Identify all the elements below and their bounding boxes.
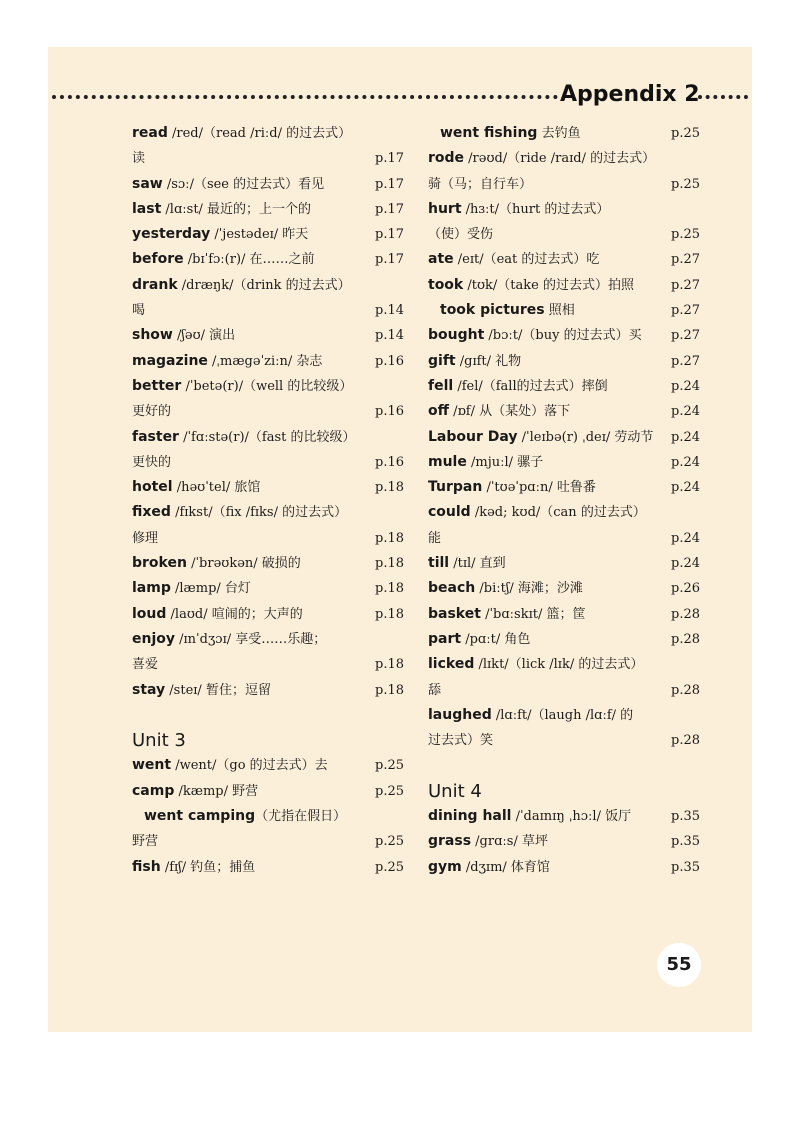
pronunciation-and-meaning: /ˈfɑːstə(r)/（fast 的比较级） — [178, 429, 356, 445]
pronunciation-and-meaning: /fel/（fall的过去式）摔倒 — [453, 378, 608, 394]
vocab-entry — [428, 146, 700, 171]
vocab-entry — [428, 298, 700, 323]
page-reference: p.28 — [671, 733, 700, 749]
headword: enjoy — [132, 630, 176, 647]
pronunciation-and-meaning: /bɔːt/（buy 的过去式）买 — [484, 328, 642, 344]
headword: off — [428, 403, 449, 420]
page-reference: p.18 — [375, 657, 404, 673]
page-reference: p.18 — [375, 556, 404, 572]
page-reference: p.27 — [671, 252, 700, 268]
pronunciation-and-meaning: /sɔː/（see 的过去式）看见 — [162, 176, 325, 192]
entry-text — [132, 602, 303, 627]
vocab-entry — [132, 551, 404, 576]
page-reference: p.18 — [375, 480, 404, 496]
headword: Turpan — [428, 479, 483, 496]
page-reference: p.17 — [375, 252, 404, 268]
entry-text — [132, 121, 351, 146]
pronunciation-and-meaning: /bɪˈfɔː(r)/ 在……之前 — [183, 252, 315, 268]
entry-text — [428, 399, 570, 424]
entry-text — [428, 602, 586, 627]
page-reference: p.18 — [375, 606, 404, 622]
pronunciation-and-meaning: /steɪ/ 暂住；逗留 — [165, 682, 271, 698]
vocab-entry — [132, 247, 404, 272]
pronunciation-and-meaning: /læmp/ 台灯 — [170, 581, 251, 597]
pronunciation-and-meaning: （尤指在假日） — [255, 809, 347, 825]
pronunciation-and-meaning: /went/（go 的过去式）去 — [171, 758, 328, 774]
headword: broken — [132, 555, 187, 572]
page-reference: p.25 — [671, 227, 700, 243]
vocab-entry — [428, 247, 700, 272]
page-reference: p.18 — [375, 682, 404, 698]
headword: gift — [428, 352, 456, 369]
entry-text — [144, 804, 346, 829]
headword: grass — [428, 833, 472, 850]
page-reference: p.28 — [671, 606, 700, 622]
vocab-entry — [132, 323, 404, 348]
unit-heading: Unit 4 — [428, 780, 482, 802]
page-reference: p.24 — [671, 454, 700, 470]
page-reference: p.27 — [671, 277, 700, 293]
pronunciation-and-meaning: /grɑːs/ 草坪 — [471, 834, 548, 850]
page-reference: p.25 — [375, 859, 404, 875]
entry-text — [132, 652, 158, 677]
vocab-entry — [132, 146, 404, 171]
vocab-entry — [428, 728, 700, 753]
headword: beach — [428, 580, 476, 597]
pronunciation-and-meaning: /lɑːft/（laugh /lɑːf/ 的 — [491, 707, 634, 723]
pronunciation-and-meaning: /ˈtʊəˈpɑːn/ 吐鲁番 — [482, 480, 596, 496]
entry-text — [428, 222, 493, 247]
entry-text — [428, 855, 550, 880]
vocab-entry — [428, 500, 700, 525]
pronunciation-and-meaning: /ʃəʊ/ 演出 — [172, 328, 236, 344]
headword: took — [428, 276, 464, 293]
vocab-entry — [132, 627, 404, 652]
entry-text — [132, 551, 301, 576]
headword: went fishing — [440, 125, 538, 141]
pronunciation-and-meaning: /lɑːst/ 最近的；上一个的 — [161, 201, 312, 217]
vocab-entry — [428, 678, 700, 703]
entry-text — [428, 197, 609, 222]
page-reference: p.35 — [671, 834, 700, 850]
page-reference: p.28 — [671, 631, 700, 647]
vocab-entry — [132, 526, 404, 551]
headword: better — [132, 377, 182, 394]
page-reference: p.16 — [375, 404, 404, 420]
vocab-entry — [428, 855, 700, 880]
entry-text — [428, 804, 631, 829]
headword: camp — [132, 782, 175, 799]
pronunciation-and-meaning: /kæmp/ 野营 — [174, 783, 259, 799]
page-reference: p.28 — [671, 682, 700, 698]
entry-text — [132, 627, 326, 652]
vocab-entry — [428, 576, 700, 601]
vocabulary-column-right — [428, 121, 700, 880]
pronunciation-and-meaning: 能 — [428, 530, 442, 546]
headword: went — [132, 757, 172, 774]
headword: loud — [132, 605, 167, 622]
pronunciation-and-meaning: /dræŋk/（drink 的过去式） — [177, 277, 351, 293]
pronunciation-and-meaning: 读 — [132, 151, 146, 167]
entry-text — [428, 475, 596, 500]
entry-text — [428, 728, 493, 753]
entry-text — [428, 576, 583, 601]
pronunciation-and-meaning: /red/（read /riːd/ 的过去式） — [167, 126, 352, 141]
entry-text — [132, 273, 351, 298]
page-reference: p.25 — [671, 176, 700, 192]
pronunciation-and-meaning: /dʒɪm/ 体育馆 — [461, 859, 550, 875]
pronunciation-and-meaning: 更好的 — [132, 404, 172, 420]
headword: rode — [428, 150, 465, 167]
entry-text — [132, 323, 235, 348]
headword: hurt — [428, 200, 462, 217]
headword: read — [132, 125, 168, 141]
entry-text — [132, 779, 258, 804]
page-reference: p.27 — [671, 328, 700, 344]
headword: part — [428, 630, 462, 647]
pronunciation-and-meaning: /ˈbrəʊkən/ 破损的 — [186, 556, 301, 572]
entry-text — [428, 829, 548, 854]
entry-text — [428, 703, 633, 728]
pronunciation-and-meaning: 照相 — [544, 303, 575, 319]
page-reference: p.24 — [671, 378, 700, 394]
vocab-entry — [428, 349, 700, 374]
vocab-entry — [132, 576, 404, 601]
entry-text — [132, 298, 145, 323]
pronunciation-and-meaning: /fɪkst/（fix /fɪks/ 的过去式） — [170, 505, 348, 521]
vocab-entry — [428, 804, 700, 829]
headword: licked — [428, 656, 475, 673]
vocab-entry — [132, 425, 404, 450]
pronunciation-and-meaning: 舔 — [428, 682, 442, 698]
entry-text — [132, 349, 322, 374]
vocab-entry — [428, 551, 700, 576]
pronunciation-and-meaning: /ˈdaɪnɪŋ ˌhɔːl/ 饭厅 — [511, 809, 632, 825]
vocab-entry — [132, 804, 404, 829]
vocab-entry — [132, 298, 404, 323]
pronunciation-and-meaning: （使）受伤 — [428, 227, 494, 243]
pronunciation-and-meaning: 喝 — [132, 303, 146, 319]
headword: faster — [132, 428, 179, 445]
vocab-entry — [132, 273, 404, 298]
pronunciation-and-meaning: /biːtʃ/ 海滩；沙滩 — [475, 581, 583, 597]
page-reference: p.17 — [375, 227, 404, 243]
pronunciation-and-meaning: /kəd; kʊd/（can 的过去式） — [470, 505, 646, 521]
entry-text — [428, 146, 655, 171]
entry-text — [428, 500, 646, 525]
vocab-entry — [132, 855, 404, 880]
entry-text — [428, 425, 653, 450]
headword: could — [428, 504, 471, 521]
page-reference: p.24 — [671, 404, 700, 420]
vocab-entry — [132, 602, 404, 627]
vocab-entry — [428, 450, 700, 475]
pronunciation-and-meaning: 修理 — [132, 530, 159, 546]
entry-text — [132, 197, 311, 222]
vocab-entry — [428, 425, 700, 450]
entry-text — [428, 349, 521, 374]
entry-text — [428, 172, 532, 197]
unit-heading: Unit 3 — [132, 730, 186, 752]
appendix-title: Appendix 2 — [560, 82, 700, 107]
pronunciation-and-meaning: /həʊˈtel/ 旅馆 — [172, 480, 261, 496]
entry-text — [132, 678, 271, 703]
page-reference: p.14 — [375, 303, 404, 319]
vocab-entry — [132, 121, 404, 146]
pronunciation-and-meaning: /eɪt/（eat 的过去式）吃 — [453, 252, 600, 268]
vocab-entry — [132, 374, 404, 399]
vocab-entry — [132, 475, 404, 500]
entry-text — [132, 399, 171, 424]
entry-text — [132, 500, 347, 525]
headword: fish — [132, 858, 161, 875]
entry-text — [428, 652, 643, 677]
pronunciation-and-meaning: /ˈjestədeɪ/ 昨天 — [210, 227, 309, 243]
vocab-entry — [428, 627, 700, 652]
pronunciation-and-meaning: /ɒf/ 从（某处）落下 — [448, 404, 571, 420]
headword: till — [428, 555, 450, 572]
page-reference: p.25 — [375, 758, 404, 774]
headword: ate — [428, 251, 454, 268]
entry-text — [428, 450, 543, 475]
pronunciation-and-meaning: /ˈbɑːskɪt/ 篮；筐 — [480, 606, 586, 622]
page-reference: p.27 — [671, 303, 700, 319]
vocab-entry — [428, 222, 700, 247]
entry-text — [440, 121, 581, 146]
headword: hotel — [132, 479, 173, 496]
page-reference: p.16 — [375, 353, 404, 369]
header-dotted-rule-left — [52, 95, 558, 99]
entry-text — [428, 323, 642, 348]
page-number: 55 — [657, 943, 701, 987]
headword: Labour Day — [428, 428, 518, 445]
vocab-entry — [132, 222, 404, 247]
entry-text — [132, 855, 255, 880]
entry-text — [428, 551, 506, 576]
vocab-entry — [132, 500, 404, 525]
headword: before — [132, 251, 184, 268]
entry-text — [132, 374, 352, 399]
entry-text — [428, 273, 634, 298]
page-reference: p.26 — [671, 581, 700, 597]
entry-text — [132, 576, 251, 601]
vocab-entry — [428, 399, 700, 424]
entry-text — [440, 298, 575, 323]
entry-text — [428, 526, 441, 551]
entry-text — [132, 526, 158, 551]
vocab-entry — [132, 678, 404, 703]
headword: show — [132, 327, 173, 344]
pronunciation-and-meaning: /pɑːt/ 角色 — [461, 631, 531, 647]
vocab-entry — [428, 652, 700, 677]
vocab-entry — [132, 753, 404, 778]
headword: bought — [428, 327, 485, 344]
appendix-page — [48, 47, 752, 1032]
pronunciation-and-meaning: 更快的 — [132, 454, 172, 470]
headword: magazine — [132, 352, 208, 369]
vocab-entry — [132, 450, 404, 475]
entry-text — [428, 374, 608, 399]
page-reference: p.17 — [375, 176, 404, 192]
vocabulary-column-left — [132, 121, 404, 880]
pronunciation-and-meaning: 野营 — [132, 834, 159, 850]
entry-text — [428, 678, 441, 703]
entry-text — [428, 247, 599, 272]
pronunciation-and-meaning: /fɪʃ/ 钓鱼；捕鱼 — [160, 859, 256, 875]
headword: stay — [132, 681, 166, 698]
header-dotted-rule-right — [698, 95, 748, 99]
entry-text — [132, 247, 315, 272]
vocab-entry — [428, 526, 700, 551]
headword: basket — [428, 605, 481, 622]
pronunciation-and-meaning: 骑（马；自行车） — [428, 176, 533, 192]
entry-text — [132, 475, 260, 500]
pronunciation-and-meaning: /laʊd/ 喧闹的；大声的 — [166, 606, 303, 622]
page-reference: p.24 — [671, 429, 700, 445]
headword: mule — [428, 453, 467, 470]
headword: drank — [132, 276, 178, 293]
pronunciation-and-meaning: /ˈbetə(r)/（well 的比较级） — [181, 378, 353, 394]
entry-text — [132, 425, 356, 450]
page-reference: p.17 — [375, 151, 404, 167]
page-header — [48, 82, 752, 108]
pronunciation-and-meaning: 喜爱 — [132, 657, 159, 673]
pronunciation-and-meaning: /hɜːt/（hurt 的过去式） — [461, 201, 610, 217]
vocab-entry — [428, 172, 700, 197]
headword: laughed — [428, 706, 492, 723]
vocab-entry — [428, 197, 700, 222]
page-reference: p.18 — [375, 530, 404, 546]
page-reference: p.17 — [375, 201, 404, 217]
pronunciation-and-meaning: 去钓鱼 — [537, 126, 581, 141]
page-reference: p.27 — [671, 353, 700, 369]
entry-text — [132, 753, 328, 778]
page-reference: p.25 — [375, 783, 404, 799]
page-reference: p.16 — [375, 454, 404, 470]
pronunciation-and-meaning: /tɪl/ 直到 — [449, 556, 506, 572]
entry-text — [132, 829, 158, 854]
headword: took pictures — [440, 302, 545, 319]
headword: dining hall — [428, 808, 512, 825]
vocab-entry — [132, 829, 404, 854]
vocab-entry — [132, 779, 404, 804]
page-reference: p.25 — [375, 834, 404, 850]
pronunciation-and-meaning: /ɪnˈdʒɔɪ/ 享受……乐趣； — [175, 631, 327, 647]
page-reference: p.35 — [671, 809, 700, 825]
entry-text — [132, 172, 324, 197]
section-spacer — [428, 753, 700, 778]
page-reference: p.24 — [671, 556, 700, 572]
page-reference: p.24 — [671, 530, 700, 546]
headword: gym — [428, 858, 462, 875]
vocab-entry — [132, 172, 404, 197]
vocab-entry — [428, 273, 700, 298]
pronunciation-and-meaning: /ˌmægəˈziːn/ 杂志 — [207, 353, 323, 369]
entry-text — [132, 450, 171, 475]
vocab-entry — [428, 602, 700, 627]
vocab-entry — [428, 374, 700, 399]
headword: yesterday — [132, 226, 211, 243]
vocab-entry — [428, 121, 700, 146]
pronunciation-and-meaning: /ˈleɪbə(r) ˌdeɪ/ 劳动节 — [517, 429, 654, 445]
vocab-entry — [428, 475, 700, 500]
page-reference: p.25 — [671, 126, 700, 141]
vocab-entry — [132, 349, 404, 374]
headword: saw — [132, 175, 163, 192]
vocab-entry — [132, 399, 404, 424]
vocab-entry — [132, 197, 404, 222]
entry-text — [132, 222, 308, 247]
vocab-entry — [428, 323, 700, 348]
pronunciation-and-meaning: /rəʊd/（ride /raɪd/ 的过去式） — [464, 151, 656, 167]
headword: fell — [428, 377, 454, 394]
pronunciation-and-meaning: 过去式）笑 — [428, 733, 494, 749]
pronunciation-and-meaning: /lɪkt/（lick /lɪk/ 的过去式） — [474, 657, 644, 673]
page-reference: p.14 — [375, 328, 404, 344]
page-reference: p.24 — [671, 480, 700, 496]
headword: went camping — [144, 808, 256, 825]
page-reference: p.18 — [375, 581, 404, 597]
pronunciation-and-meaning: /gɪft/ 礼物 — [455, 353, 522, 369]
headword: fixed — [132, 504, 171, 521]
headword: last — [132, 200, 162, 217]
pronunciation-and-meaning: /mjuːl/ 骡子 — [466, 454, 544, 470]
vocab-entry — [428, 703, 700, 728]
section-spacer — [132, 703, 404, 728]
pronunciation-and-meaning: /tʊk/（take 的过去式）拍照 — [463, 277, 634, 293]
entry-text — [132, 146, 145, 171]
entry-text — [428, 627, 530, 652]
vocab-entry — [428, 829, 700, 854]
vocab-entry — [132, 652, 404, 677]
page-reference: p.35 — [671, 859, 700, 875]
headword: lamp — [132, 580, 171, 597]
